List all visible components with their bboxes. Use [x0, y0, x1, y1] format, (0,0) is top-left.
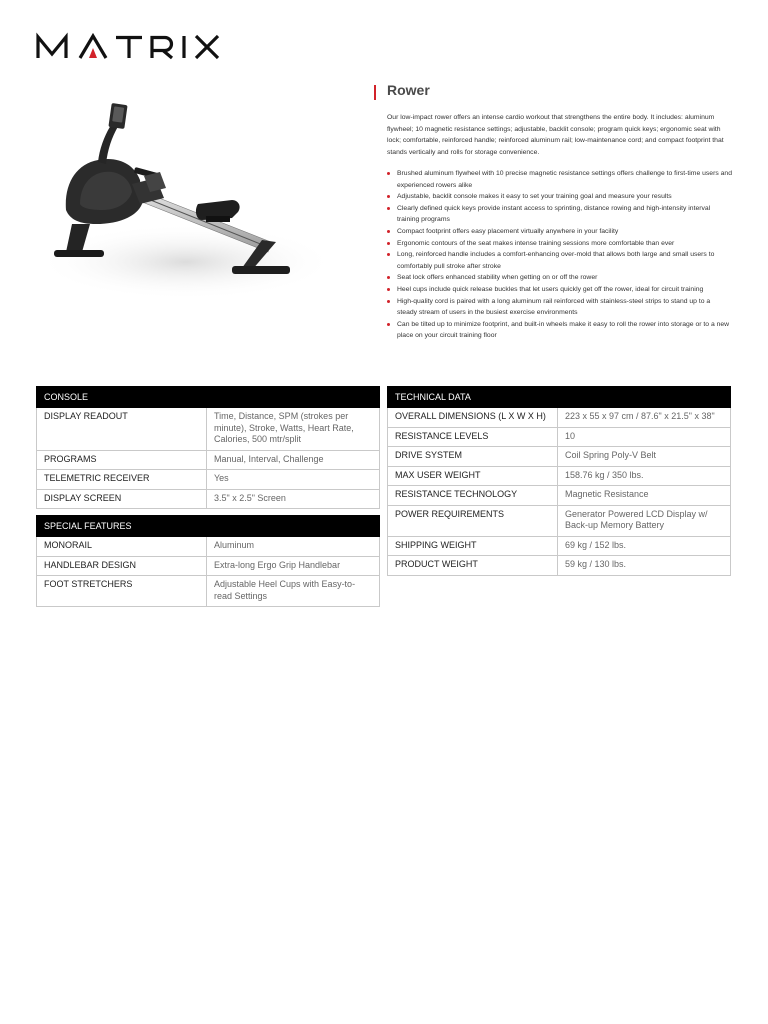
feature-text: High-quality cord is paired with a long aluminum rail reinforced with stainless-steel strips to stand up to a steady stream of users in the busiest exercise environments [397, 297, 711, 317]
spec-label: MAX USER WEIGHT [388, 466, 558, 486]
spec-label: MONORAIL [37, 537, 207, 557]
spec-value: 10 [558, 427, 731, 447]
spec-value: 158.76 kg / 350 lbs. [558, 466, 731, 486]
feature-item [387, 238, 732, 250]
spec-value: 59 kg / 130 lbs. [558, 556, 731, 576]
spec-label: HANDLEBAR DESIGN [37, 556, 207, 576]
special-features-header: SPECIAL FEATURES [37, 516, 380, 537]
feature-text: Clearly defined quick keys provide instant access to sprinting, distance rowing and high-intensity interval training programs [397, 204, 711, 224]
feature-item [387, 272, 732, 284]
console-spec-table [36, 386, 380, 509]
spec-label: TELEMETRIC RECEIVER [37, 470, 207, 490]
feature-text: Can be tilted up to minimize footprint, and built-in wheels make it easy to roll the rower into storage or to a new place on your circuit training floor [397, 320, 730, 340]
special-features-spec-table [36, 515, 380, 607]
feature-text: Ergonomic contours of the seat makes intense training sessions more comfortable than ever [397, 239, 675, 247]
spec-value: 223 x 55 x 97 cm / 87.6" x 21.5" x 38" [558, 408, 731, 428]
spec-label: DISPLAY SCREEN [37, 489, 207, 509]
technical-data-spec-table [387, 386, 731, 576]
spec-label: PRODUCT WEIGHT [388, 556, 558, 576]
technical-data-header: TECHNICAL DATA [388, 387, 731, 408]
spec-row [388, 505, 731, 536]
spec-value: Coil Spring Poly-V Belt [558, 447, 731, 467]
spec-row [37, 576, 380, 607]
spec-value: Time, Distance, SPM (strokes per minute), Stroke, Watts, Heart Rate, Calories, 500 mtr/split [207, 408, 380, 451]
spec-row [388, 466, 731, 486]
spec-label: OVERALL DIMENSIONS (L X W X H) [388, 408, 558, 428]
spec-row [37, 537, 380, 557]
feature-list [387, 168, 732, 342]
spec-value: Aluminum [207, 537, 380, 557]
spec-label: PROGRAMS [37, 450, 207, 470]
spec-row [388, 486, 731, 506]
feature-item [387, 249, 732, 272]
bullet-icon [387, 207, 390, 210]
bullet-icon [387, 242, 390, 245]
feature-text: Heel cups include quick release buckles that let users quickly get off the rower, ideal for circuit training [397, 285, 704, 293]
spec-label: DRIVE SYSTEM [388, 447, 558, 467]
feature-text: Brushed aluminum flywheel with 10 precise magnetic resistance settings offers challenge to first-time users and experienced rowers alike [397, 170, 732, 189]
spec-row [37, 450, 380, 470]
spec-value: 69 kg / 152 lbs. [558, 536, 731, 556]
logo-accent-triangle [89, 48, 97, 58]
spec-row [37, 489, 380, 509]
spec-row [388, 556, 731, 576]
bullet-icon [387, 195, 390, 198]
spec-label: RESISTANCE TECHNOLOGY [388, 486, 558, 506]
feature-text: Adjustable, backlit console makes it easy to set your training goal and measure your results [397, 193, 672, 201]
feature-text: Seat lock offers enhanced stability when getting on or off the rower [397, 274, 598, 282]
rower-product-image [36, 92, 336, 307]
feature-item [387, 168, 732, 191]
spec-row [388, 447, 731, 467]
bullet-icon [387, 323, 390, 326]
feature-item [387, 226, 732, 238]
feature-item [387, 296, 732, 319]
product-description: Our low-impact rower offers an intense cardio workout that strengthens the entire body. It includes: aluminum flywheel; 10 magnetic resistance settings; adjustable, backlit console; program quick keys; ergonomic seat with lock; comfortable, reinforced handle; reinforced aluminum rail; low-maintenance cord; and compact footprint that stands vertically and rolls for storage convenience. [387, 114, 724, 156]
bullet-icon [387, 253, 390, 256]
bullet-icon [387, 276, 390, 279]
bullet-icon [387, 172, 390, 175]
bullet-icon [387, 300, 390, 303]
spec-label: RESISTANCE LEVELS [388, 427, 558, 447]
matrix-logo-mark [36, 32, 252, 62]
feature-item [387, 203, 732, 226]
spec-label: FOOT STRETCHERS [37, 576, 207, 607]
title-accent-bar [374, 85, 376, 100]
spec-row [37, 470, 380, 490]
product-title: Rower [387, 82, 430, 98]
spec-label: SHIPPING WEIGHT [388, 536, 558, 556]
spec-row [388, 427, 731, 447]
spec-value: Adjustable Heel Cups with Easy-to-read Settings [207, 576, 380, 607]
spec-value: Extra-long Ergo Grip Handlebar [207, 556, 380, 576]
spec-value: Yes [207, 470, 380, 490]
spec-row [388, 536, 731, 556]
spec-label: DISPLAY READOUT [37, 408, 207, 451]
bullet-icon [387, 288, 390, 291]
spec-row [37, 408, 380, 451]
feature-text: Long, reinforced handle includes a comfort-enhancing over-mold that allows both large and small users to comfortably pull stroke after stroke [397, 251, 715, 270]
feature-item [387, 319, 732, 342]
spec-value: 3.5" x 2.5" Screen [207, 489, 380, 509]
spec-row [388, 408, 731, 428]
feature-item [387, 284, 732, 296]
feature-item [387, 191, 732, 203]
spec-value: Generator Powered LCD Display w/ Back-up Memory Battery [558, 505, 731, 536]
spec-value: Manual, Interval, Challenge [207, 450, 380, 470]
feature-text: Compact footprint offers easy placement virtually anywhere in your facility [397, 227, 619, 235]
spec-row [37, 556, 380, 576]
console-header: CONSOLE [37, 387, 380, 408]
spec-label: POWER REQUIREMENTS [388, 505, 558, 536]
spec-value: Magnetic Resistance [558, 486, 731, 506]
matrix-logo [36, 32, 252, 62]
bullet-icon [387, 230, 390, 233]
